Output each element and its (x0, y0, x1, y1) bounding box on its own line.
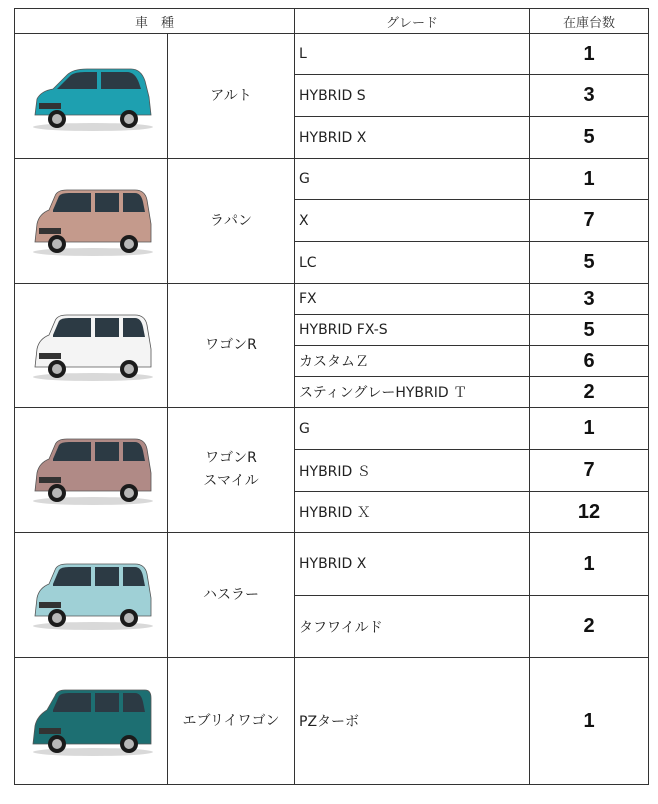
grade-cell: カスタムＺ (295, 346, 530, 377)
grade-cell: LC (295, 242, 530, 284)
model-name (168, 658, 295, 785)
stock-count: 1 (530, 159, 649, 200)
model-name (168, 284, 295, 408)
inventory-table (14, 8, 649, 785)
model-image-cell (15, 533, 168, 658)
alto-car-icon (27, 57, 155, 135)
inventory-body (15, 34, 649, 785)
grade-cell: G (295, 159, 530, 200)
header-grade: グレード (295, 9, 530, 34)
wagon-r-car-icon (27, 307, 155, 385)
model-name-line: スマイル (203, 473, 259, 489)
grade-cell: X (295, 200, 530, 242)
grade-cell: FX (295, 284, 530, 315)
grade-cell: HYBRID S (295, 75, 530, 117)
model-image-cell (15, 408, 168, 533)
grade-cell: G (295, 408, 530, 450)
stock-count: 1 (530, 658, 649, 785)
table-row (15, 159, 649, 200)
grade-cell: HYBRID Ｓ (295, 450, 530, 492)
grade-cell: HYBRID FX-S (295, 315, 530, 346)
table-row (15, 408, 649, 450)
stock-count: 7 (530, 450, 649, 492)
stock-count: 12 (530, 492, 649, 533)
model-name-line: アルト (210, 87, 252, 104)
header-stock: 在庫台数 (530, 9, 649, 34)
stock-count: 5 (530, 242, 649, 284)
grade-cell: HYBRID X (295, 533, 530, 596)
table-row (15, 658, 649, 785)
grade-cell: タフワイルド (295, 596, 530, 658)
model-name-line: ラパン (210, 212, 252, 229)
stock-count: 6 (530, 346, 649, 377)
model-name (168, 159, 295, 284)
stock-count: 1 (530, 408, 649, 450)
stock-count: 1 (530, 34, 649, 75)
stock-count: 3 (530, 284, 649, 315)
model-image-cell (15, 284, 168, 408)
grade-cell: PZターボ (295, 658, 530, 785)
stock-count: 5 (530, 315, 649, 346)
model-name (168, 408, 295, 533)
header-row (15, 9, 649, 34)
stock-count: 2 (530, 377, 649, 408)
table-row (15, 284, 649, 315)
model-name-line: ワゴンR (205, 337, 257, 353)
grade-cell: L (295, 34, 530, 75)
grade-cell: HYBRID Ｘ (295, 492, 530, 533)
stock-count: 5 (530, 117, 649, 159)
hustler-car-icon (27, 556, 155, 634)
stock-count: 3 (530, 75, 649, 117)
every-wagon-car-icon (27, 682, 155, 760)
model-name-line: ハスラー (203, 586, 259, 603)
model-image-cell (15, 658, 168, 785)
stock-count: 1 (530, 533, 649, 596)
model-name-line: ワゴンR (205, 450, 257, 466)
model-name-line: エブリイワゴン (182, 712, 280, 729)
grade-cell: HYBRID X (295, 117, 530, 159)
header-model: 車 種 (15, 9, 295, 34)
stock-count: 2 (530, 596, 649, 658)
table-row (15, 533, 649, 596)
stock-count: 7 (530, 200, 649, 242)
lapin-car-icon (27, 182, 155, 260)
model-name (168, 34, 295, 159)
wagon-r-smile-car-icon (27, 431, 155, 509)
model-name (168, 533, 295, 658)
table-row (15, 34, 649, 75)
model-image-cell (15, 34, 168, 159)
grade-cell: スティングレーHYBRID Ｔ (295, 377, 530, 408)
model-image-cell (15, 159, 168, 284)
